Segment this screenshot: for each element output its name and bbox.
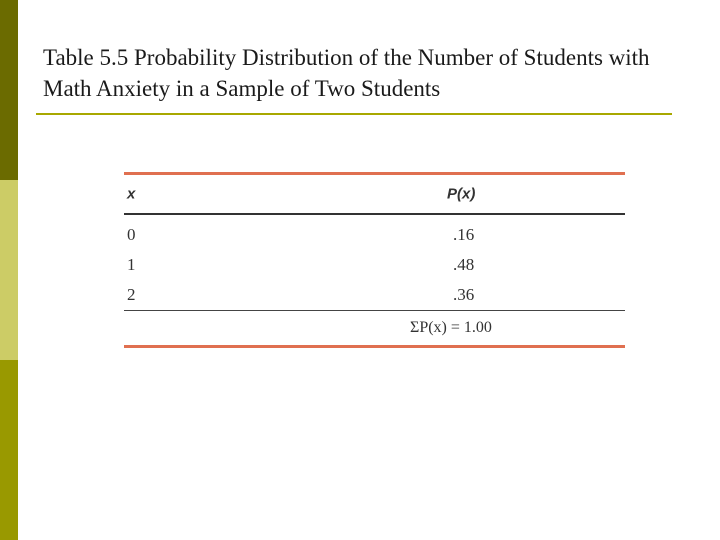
table-row (124, 220, 625, 250)
accent-bar-middle (0, 180, 18, 360)
total-value: ΣP(x) = 1.00 (410, 319, 492, 336)
table-total-row (124, 311, 625, 345)
cell-p-value: .36 (453, 285, 475, 304)
table-row (124, 250, 625, 280)
slide-title: Table 5.5 Probability Distribution of the Number of Students with Math Anxiety in a Sample of Two Students (43, 45, 650, 101)
header-px: P(x) (447, 185, 476, 203)
accent-bar-top (0, 0, 18, 180)
table-bottom-rule (124, 345, 625, 348)
title-underline (36, 113, 672, 115)
cell-x-value: 0 (127, 225, 136, 244)
table-row (124, 280, 625, 310)
table-header-row (124, 175, 625, 213)
cell-x-value: 1 (127, 255, 136, 274)
cell-p-value: .48 (453, 255, 475, 274)
cell-x-value: 2 (127, 285, 136, 304)
probability-table (124, 172, 625, 348)
accent-bar-bottom (0, 360, 18, 540)
header-x: x (127, 185, 136, 203)
cell-p-value: .16 (453, 225, 475, 244)
